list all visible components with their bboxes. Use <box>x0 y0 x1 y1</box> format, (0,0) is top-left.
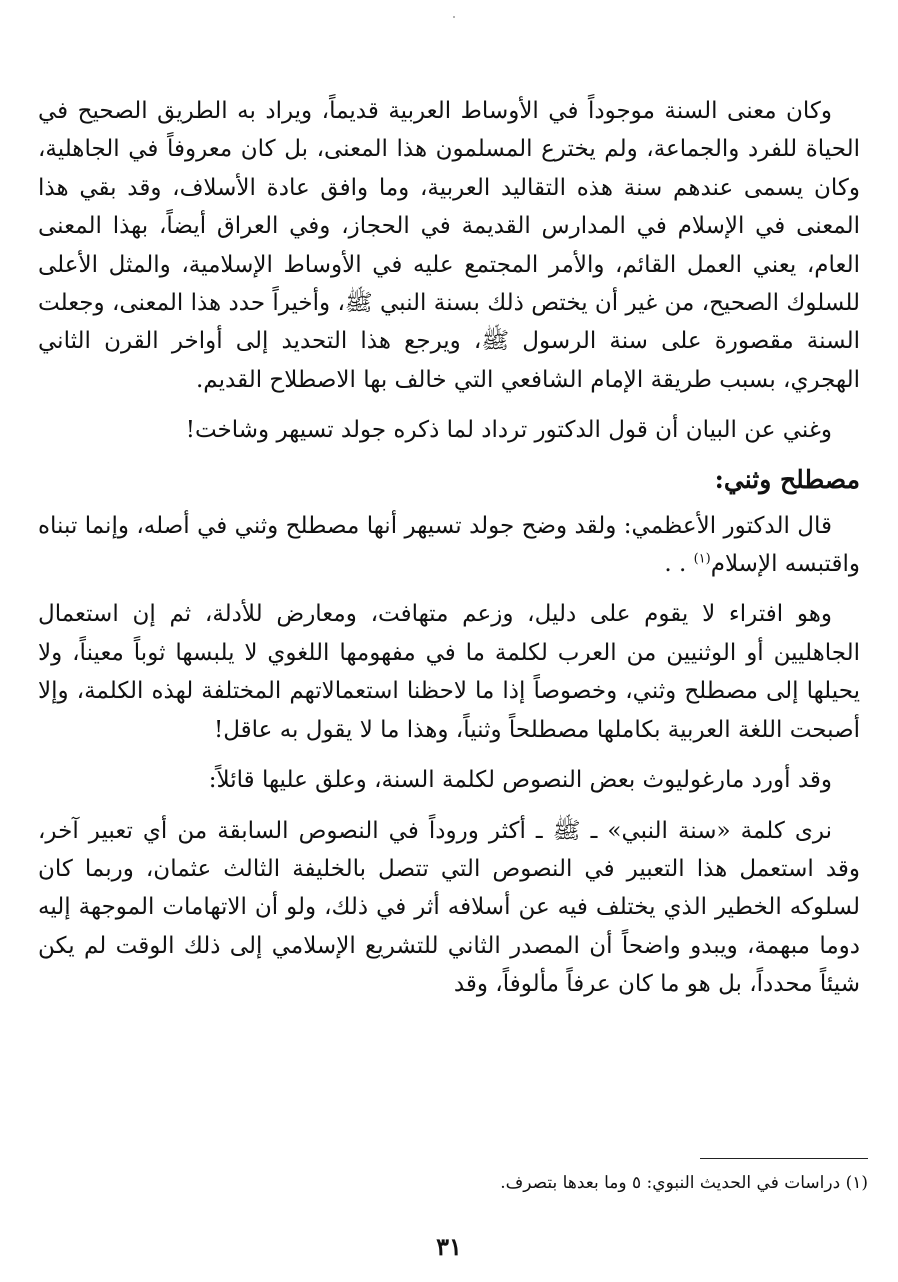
scan-speck <box>453 16 455 18</box>
body-text <box>38 92 860 1004</box>
paragraph-refutation: وهو افتراء لا يقوم على دليل، وزعم متهافت، ومعارض للأدلة، ثم إن استعمال الجاهليين أو الوثنيين من العرب لكلمة ما في مفهومها اللغوي لا يلبسها ثوباً معيناً، ولا يحيلها إلى مصطلح وثني، وخصوصاً إذا ما لاحظنا استعمالاتهم المختلفة لهذه الكلمة، وإلا أصبحت اللغة العربية بكاملها مصطلحاً وثنياً، وهذا ما لا يقول به عاقل! <box>38 601 860 743</box>
quote-azami <box>38 507 860 584</box>
paragraph-margoliouth-quote: نرى كلمة «سنة النبي» ـ ﷺ ـ أكثر وروداً في النصوص السابقة من أي تعبير آخر، وقد استعمل هذا التعبير في النصوص التي تتصل بالخليفة الثالث عثمان، وربما كان لسلوكه الخطير الذي يختلف فيه عن أسلافه أثر في ذلك، ولو أن الاتهامات الموجهة إليه دوما مبهمة، ويبدو واضحاً أن المصدر الثاني للتشريع الإسلامي إلى ذلك الوقت لم يكن شيئاً محدداً، بل هو ما كان عرفاً مألوفاً، وقد <box>38 817 860 998</box>
paragraph-sunna-meaning: وكان معنى السنة موجوداً في الأوساط العربية قديماً، ويراد به الطريق الصحيح في الحياة للفرد والجماعة، ولم يخترع المسلمون هذا المعنى، بل كان معروفاً في الجاهلية، وكان يسمى عندهم سنة هذه التقاليد العربية، وما وافق عادة الأسلاف، وقد بقي هذا المعنى في الإسلام في المدارس القديمة في الحجاز، وفي العراق أيضاً، بهذا المعنى العام، يعني العمل القائم، والأمر المجتمع عليه في الأوساط الإسلامية، والمثل الأعلى للسلوك الصحيح، من غير أن يختص ذلك بسنة النبي ﷺ، وأخيراً حدد هذا المعنى، وجعلت السنة مقصورة على سنة الرسول ﷺ، ويرجع هذا التحديد إلى أواخر القرن الثاني الهجري، بسبب طريقة الإمام الشافعي التي خالف بها الاصطلاح القديم. <box>38 98 860 393</box>
footnote-divider <box>700 1158 868 1159</box>
paragraph-repetition-note: وغني عن البيان أن قول الدكتور ترداد لما ذكره جولد تسيهر وشاخت! <box>185 417 832 444</box>
quote-tail: . . <box>664 551 694 578</box>
footnote: (١) دراسات في الحديث النبوي: ٥ وما بعدها بتصرف. <box>500 1173 868 1193</box>
page-number: ٣١ <box>436 1232 462 1261</box>
section-heading: مصطلح وثني: <box>714 464 860 494</box>
paragraph-margoliouth-intro: وقد أورد مارغوليوث بعض النصوص لكلمة السنة، وعلق عليها قائلاً: <box>208 767 832 794</box>
quote-text: قال الدكتور الأعظمي: ولقد وضح جولد تسيهر أنها مصطلح وثني في أصله، وإنما تبناه واقتبسه الإسلام <box>38 512 860 578</box>
footnote-reference: (١) <box>693 551 711 567</box>
